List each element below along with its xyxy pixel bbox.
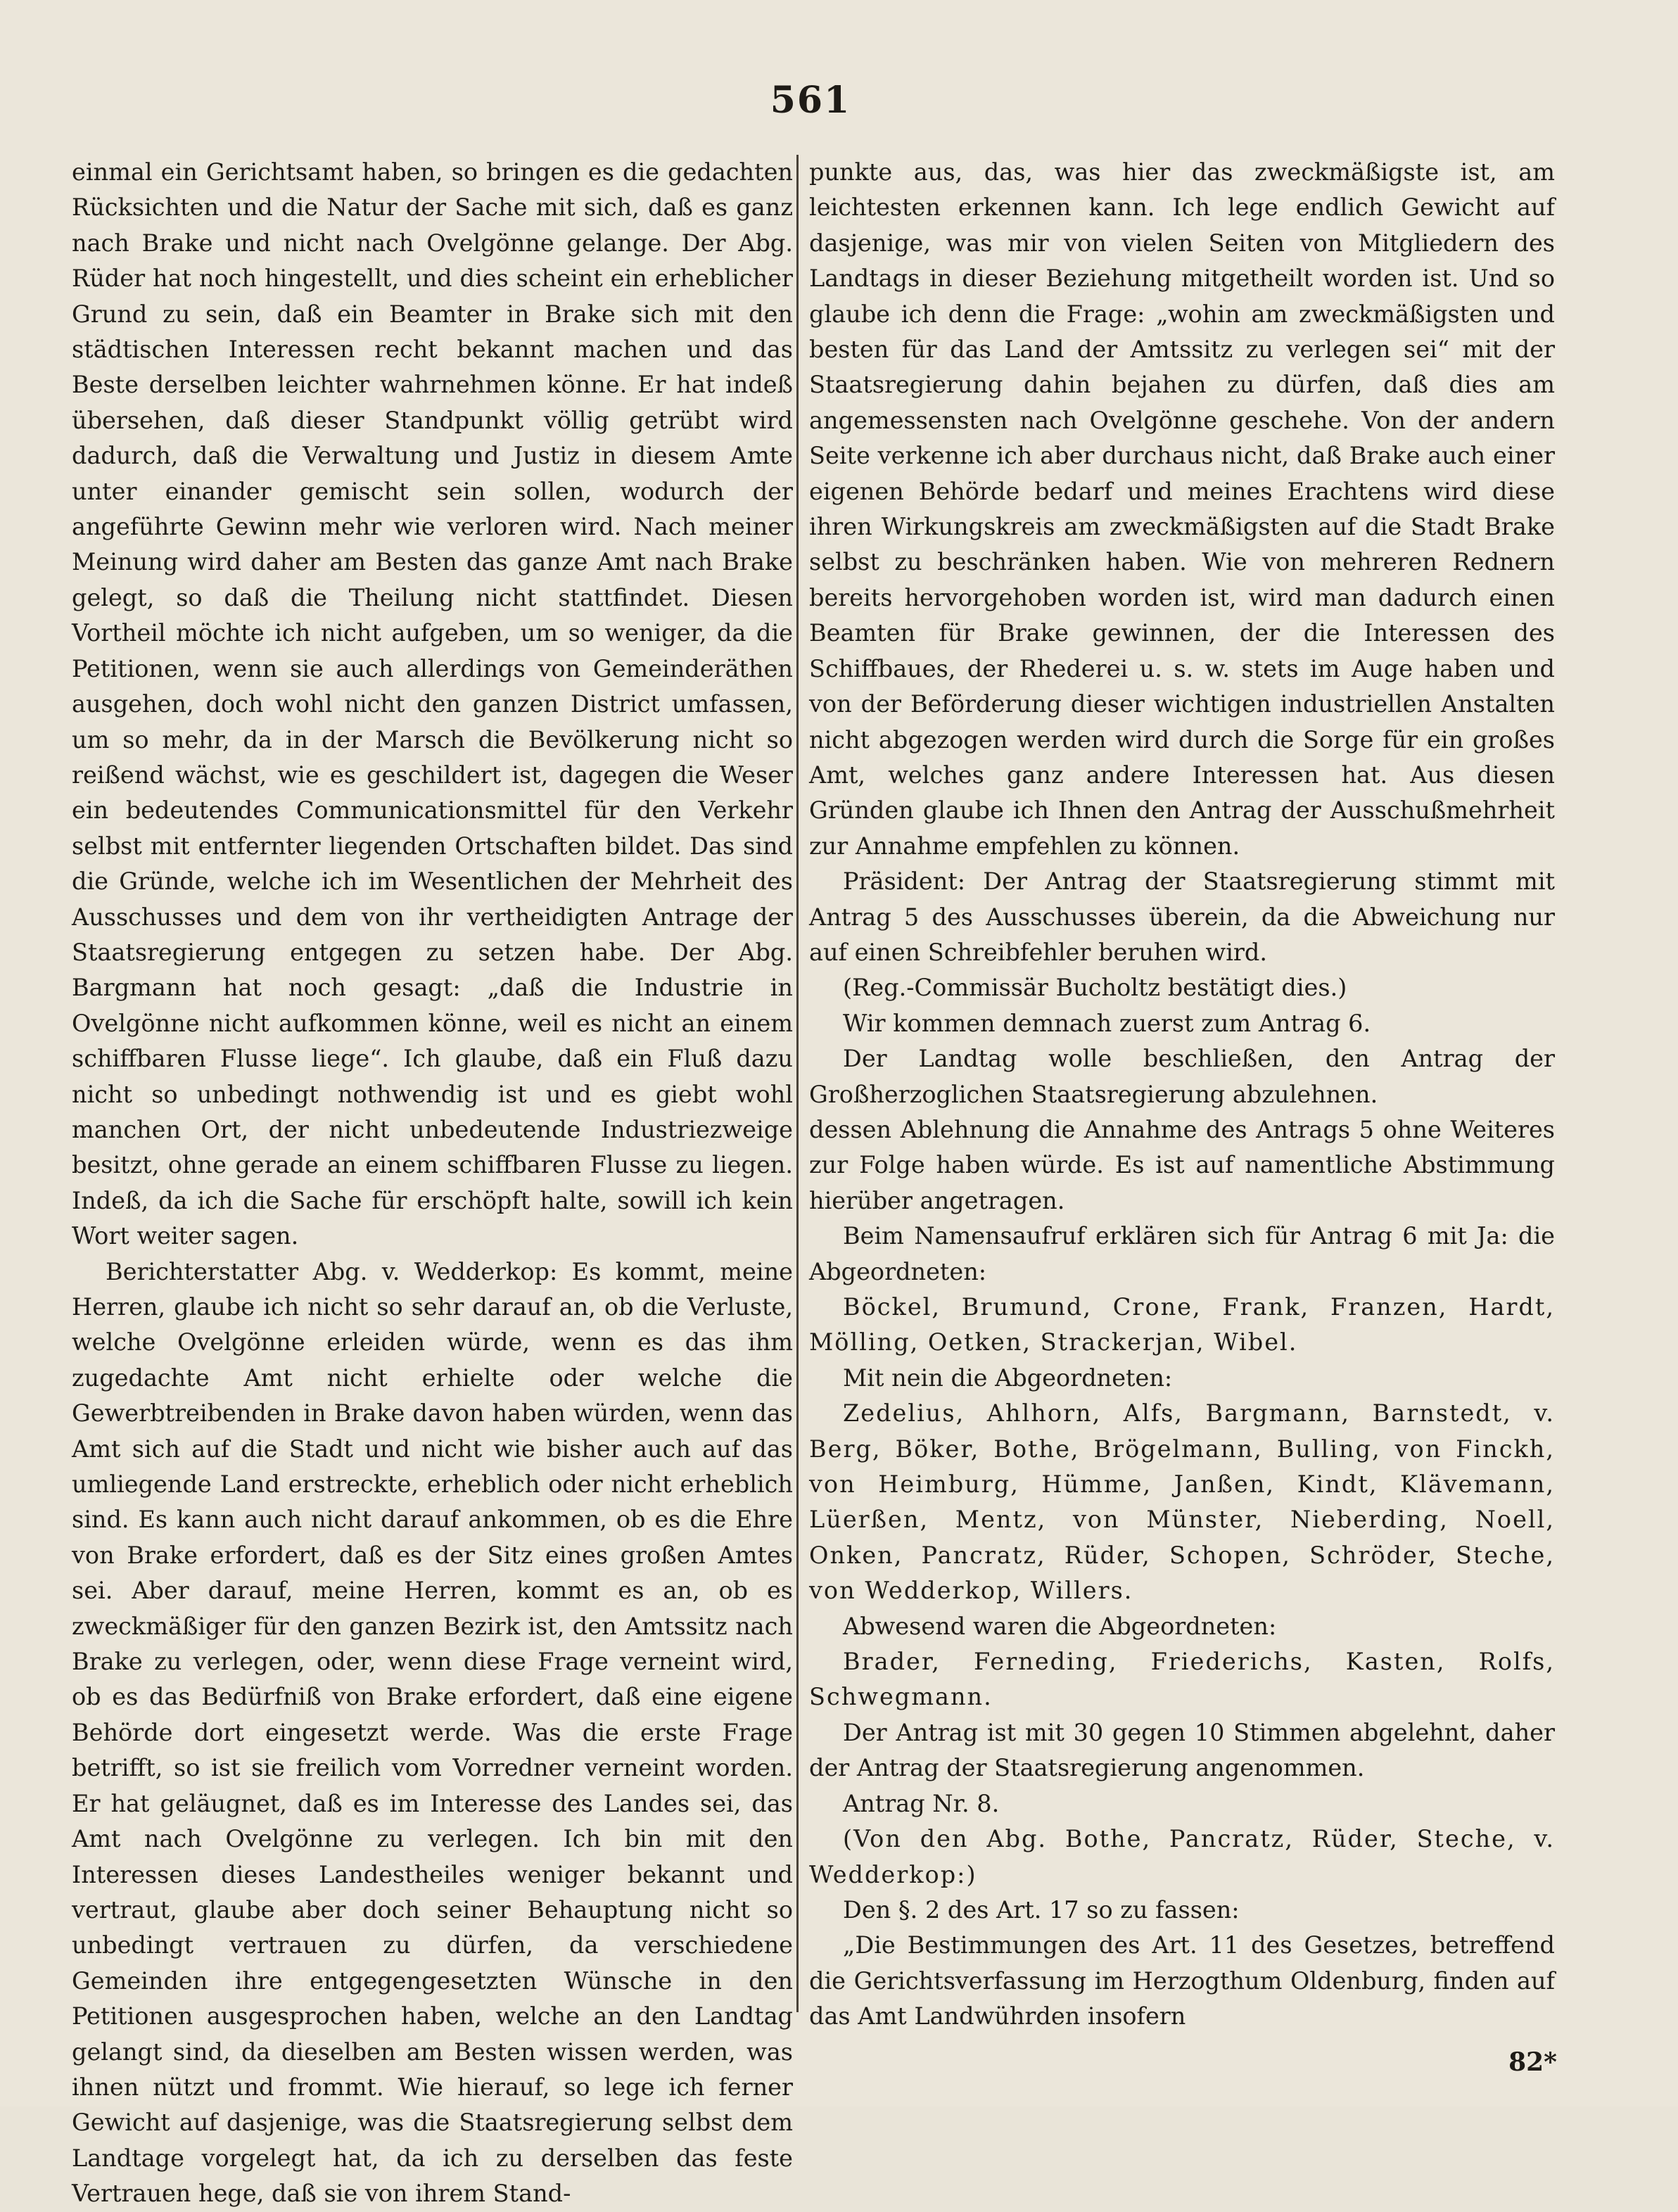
- right-column: [809, 155, 1555, 2035]
- name-list: Zedelius, Ahlhorn, Alfs, Bargmann, Barnstedt, v. Berg, Böker, Bothe, Brögelmann, Bulling, von Finckh, von Heimburg, Hümme, Janßen, Kindt, Klävemann, Lüerßen, Mentz, von Münster, Nieberding, Noell, Onken, Pancratz, Rüder, Schopen, Schröder, Steche, von Wedderkop, Willers.: [809, 1399, 1555, 1605]
- left-column: [72, 155, 793, 2212]
- paragraph: „Die Bestimmungen des Art. 11 des Gesetzes, betreffend die Gerichtsverfassung im Herzogthum Oldenburg, finden auf das Amt Landwührden insofern: [809, 1931, 1555, 2030]
- paragraph: (Von den Abg. Bothe, Pancratz, Rüder, Steche, v. Wedderkop:): [809, 1825, 1555, 1888]
- paragraph: dessen Ablehnung die Annahme des Antrags 5 ohne Weiteres zur Folge haben würde. Es ist auf namentliche Abstimmung hierüber angetragen.: [809, 1115, 1555, 1214]
- name-list: Brader, Ferneding, Friederichs, Kasten, Rolfs, Schwegmann.: [809, 1648, 1555, 1711]
- paragraph: punkte aus, das, was hier das zweckmäßigste ist, am leichtesten erkennen kann. Ich lege endlich Gewicht auf dasjenige, was mir von vielen Seiten von Mitgliedern des Landtags in dieser Beziehung mitgetheilt worden ist. Und so glaube ich denn die Frage: „wohin am zweckmäßigsten und besten für das Land der Amtssitz zu verlegen sei“ mit der Staatsregierung dahin bejahen zu dürfen, daß dies am angemessensten nach Ovelgönne geschehe. Von der andern Seite verkenne ich aber durchaus nicht, daß Brake auch einer eigenen Behörde bedarf und meines Erachtens wird diese ihren Wirkungskreis am zweckmäßigsten auf die Stadt Brake selbst zu beschränken haben. Wie von mehreren Rednern bereits hervorgehoben worden ist, wird man dadurch einen Beamten für Brake gewinnen, der die Interessen des Schiffbaues, der Rhederei u. s. w. stets im Auge haben und von der Beförderung dieser wichtigen industriellen Anstalten nicht abgezogen werden wird durch die Sorge für ein großes Amt, welches ganz andere Interessen hat. Aus diesen Gründen glaube ich Ihnen den Antrag der Ausschußmehrheit zur Annahme empfehlen zu können.: [809, 158, 1555, 860]
- paragraph: einmal ein Gerichtsamt haben, so bringen es die gedachten Rücksichten und die Natur der Sache mit sich, daß es ganz nach Brake und nicht nach Ovelgönne gelange. Der Abg. Rüder hat noch hingestellt, und dies scheint ein erheblicher Grund zu sein, daß ein Beamter in Brake sich mit den städtischen Interessen recht bekannt machen und das Beste derselben leichter wahrnehmen könne. Er hat indeß übersehen, daß dieser Standpunkt völlig getrübt wird dadurch, daß die Verwaltung und Justiz in diesem Amte unter einander gemischt sein sollen, wodurch der angeführte Gewinn mehr wie verloren wird. Nach meiner Meinung wird daher am Besten das ganze Amt nach Brake gelegt, so daß die Theilung nicht stattfindet. Diesen Vortheil möchte ich nicht aufgeben, um so weniger, da die Petitionen, wenn sie auch allerdings von Gemeinderäthen ausgehen, doch wohl nicht den ganzen District umfassen, um so mehr, da in der Marsch die Bevölkerung nicht so reißend wächst, wie es geschildert ist, dagegen die Weser ein bedeutendes Communicationsmittel für den Verkehr selbst mit entfernter liegenden Ortschaften bildet. Das sind die Gründe, welche ich im Wesentlichen der Mehrheit des Ausschusses und dem von ihr vertheidigten Antrage der Staatsregierung entgegen zu setzen habe. Der Abg. Bargmann hat noch gesagt: „daß die Industrie in Ovelgönne nicht aufkommen könne, weil es nicht an einem schiffbaren Flusse liege“. Ich glaube, daß ein Fluß dazu nicht so unbedingt nothwendig ist und es giebt wohl manchen Ort, der nicht unbedeutende Industriezweige besitzt, ohne gerade an einem schiffbaren Flusse zu liegen. Indeß, da ich die Sache für erschöpft halte, sowill ich kein Wort weiter sagen.: [72, 158, 793, 1250]
- paragraph: Den §. 2 des Art. 17 so zu fassen:: [843, 1895, 1240, 1924]
- name-list: Böckel, Brumund, Crone, Frank, Franzen, Hardt, Mölling, Oetken, Strackerjan, Wibel.: [809, 1293, 1555, 1356]
- paragraph: Antrag Nr. 8.: [843, 1789, 1000, 1817]
- paragraph: Der Antrag ist mit 30 gegen 10 Stimmen abgelehnt, daher der Antrag der Staatsregierung angenommen.: [809, 1718, 1555, 1782]
- page-number: 561: [770, 79, 851, 122]
- paragraph: Beim Namensaufruf erklären sich für Antrag 6 mit Ja: die Abgeordneten:: [809, 1222, 1555, 1285]
- paragraph: (Reg.-Commissär Bucholtz bestätigt dies.): [843, 974, 1347, 1002]
- paragraph: Abwesend waren die Abgeordneten:: [843, 1612, 1277, 1640]
- paragraph: Präsident: Der Antrag der Staatsregierung stimmt mit Antrag 5 des Ausschusses überein, da die Abweichung nur auf einen Schreibfehler beruhen wird.: [809, 867, 1555, 966]
- paragraph: Berichterstatter Abg. v. Wedderkop: Es kommt, meine Herren, glaube ich nicht so sehr darauf an, ob die Verluste, welche Ovelgönne erleiden würde, wenn es das ihm zugedachte Amt nicht erhielte oder welche die Gewerbtreibenden in Brake davon haben würden, wenn das Amt sich auf die Stadt und nicht wie bisher auch auf das umliegende Land erstreckte, erheblich oder nicht erheblich sind. Es kann auch nicht darauf ankommen, ob es die Ehre von Brake erfordert, daß es der Sitz eines großen Amtes sei. Aber darauf, meine Herren, kommt es an, ob es zweckmäßiger für den ganzen Bezirk ist, den Amtssitz nach Brake zu verlegen, oder, wenn diese Frage verneint wird, ob es das Bedürfniß von Brake erfordert, daß eine eigene Behörde dort eingesetzt werde. Was die erste Frage betrifft, so ist sie freilich vom Vorredner verneint worden. Er hat geläugnet, daß es im Interesse des Landes sei, das Amt nach Ovelgönne zu verlegen. Ich bin mit den Interessen dieses Landestheiles weniger bekannt und vertraut, glaube aber doch seiner Behauptung nicht so unbedingt vertrauen zu dürfen, da verschiedene Gemeinden ihre entgegengesetzten Wünsche in den Petitionen ausgesprochen haben, welche an den Landtag gelangt sind, da dieselben am Besten wissen werden, was ihnen nützt und frommt. Wie hierauf, so lege ich ferner Gewicht auf dasjenige, was die Staatsregierung selbst dem Landtage vorgelegt hat, da ich zu derselben das feste Vertrauen hege, daß sie von ihrem Stand-: [72, 1257, 793, 2208]
- paragraph: Wir kommen demnach zuerst zum Antrag 6.: [843, 1009, 1371, 1037]
- paragraph: Der Landtag wolle beschließen, den Antrag der Großherzoglichen Staatsregierung abzulehnen.: [809, 1045, 1555, 1108]
- signature-mark: 82*: [1508, 2047, 1557, 2077]
- paragraph: Mit nein die Abgeordneten:: [843, 1364, 1173, 1392]
- column-divider: [796, 155, 799, 2012]
